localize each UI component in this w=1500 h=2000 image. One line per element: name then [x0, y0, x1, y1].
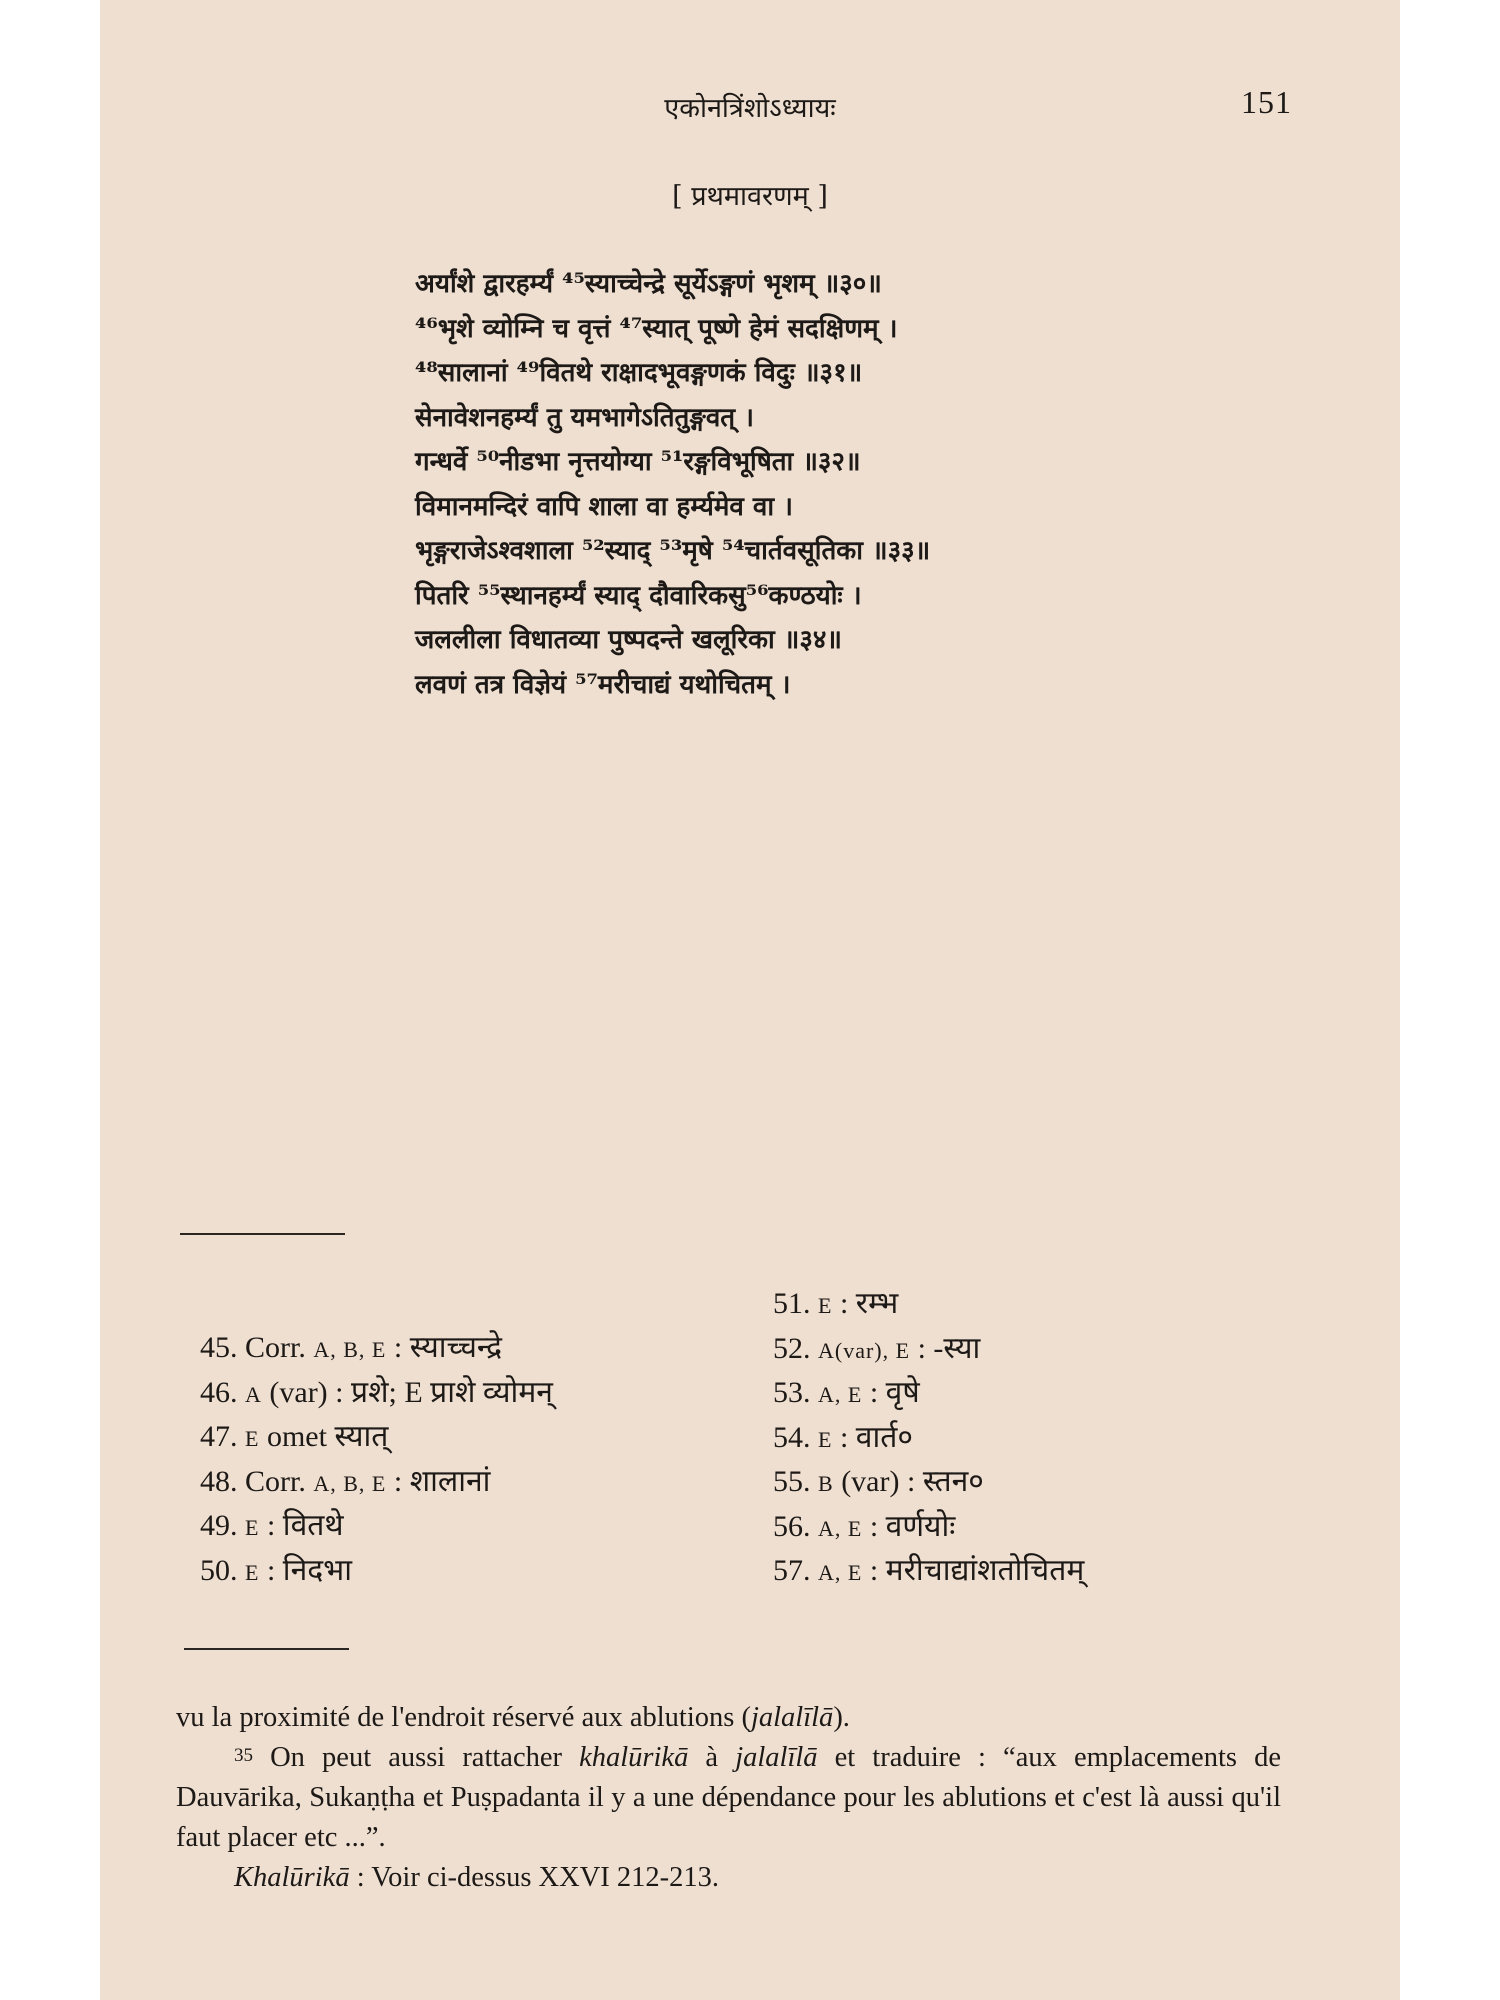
verse-line: पितरि ⁵⁵स्थानहर्म्यं स्याद् दौवारिकसु⁵⁶कण्ठयोः । — [415, 580, 862, 611]
variant-readings-left — [200, 1326, 553, 1593]
verse-line: जललीला विधातव्या पुष्पदन्ते खलूरिका ॥३४॥ — [415, 625, 842, 655]
running-title: एकोनत्रिंशोऽध्यायः — [664, 93, 836, 124]
verse-line: ⁴⁶भृशे व्योम्नि च वृत्तं ⁴⁷स्यात् पूष्णे हेमं सदक्षिणम् । — [415, 313, 898, 344]
note-continuation: vu la proximité de l'endroit réservé aux ablutions (jalalīlā). — [176, 1702, 850, 1733]
variant-reading: 56. A, E : वर्णयोः — [773, 1509, 956, 1543]
note-35: $^{35}$ On peut aussi rattacher khalūrikā à jalalīlā et traduire : “aux emplacements de Dauvārika, Sukaṇṭha et Puṣpadanta il y a une dépendance pour les ablutions et c'est là aussi qu'il faut placer etc ...”. — [176, 1742, 1281, 1853]
variant-reading: 50. E : निदभा — [200, 1553, 353, 1587]
section-heading: [ प्रथमावरणम् ] — [672, 181, 828, 212]
verse-line: भृङ्गराजेऽश्वशाला ⁵²स्याद् ⁵³मृषे ⁵⁴चार्तवसूतिका ॥३३॥ — [415, 536, 931, 566]
variant-reading: 45. Corr. A, B, E : स्याच्चन्द्रे — [200, 1331, 503, 1364]
translation-notes — [176, 1698, 1281, 1898]
page — [100, 0, 1400, 2000]
variant-reading: 52. A(var), E : -स्या — [773, 1331, 981, 1365]
note-see-also: Khalūrikā : Voir ci-dessus XXVI 212-213. — [234, 1862, 720, 1893]
verse-line: विमानमन्दिरं वापि शाला वा हर्म्यमेव वा । — [415, 491, 794, 522]
variant-reading: 47. E omet स्यात् — [200, 1420, 389, 1453]
verse-line: ⁴⁸सालानां ⁴⁹वितथे राक्षादभूवङ्गणकं विदुः ॥३१॥ — [415, 358, 863, 388]
variant-reading: 49. E : वितथे — [200, 1509, 344, 1542]
variant-reading: 55. B (var) : स्तन० — [773, 1465, 984, 1498]
variant-reading: 51. E : रम्भ — [773, 1287, 899, 1320]
variant-reading: 48. Corr. A, B, E : शालानां — [200, 1464, 491, 1498]
footnote-rule-top — [180, 1233, 345, 1235]
footnote-rule-bottom — [184, 1648, 349, 1650]
variant-readings-right — [773, 1282, 1084, 1594]
verse-line: अर्यांशे द्वारहर्म्यं ⁴⁵स्याच्चेन्द्रे सूर्येऽङ्गणं भृशम् ॥३०॥ — [415, 269, 882, 299]
variant-reading: 53. A, E : वृषे — [773, 1376, 920, 1409]
note-ref-35: 35 — [234, 1745, 253, 1766]
verse-line: सेनावेशनहर्म्यं तु यमभागेऽतितुङ्गवत् । — [415, 402, 754, 433]
verse-line: लवणं तत्र विज्ञेयं ⁵⁷मरीचाद्यं यथोचितम् । — [415, 669, 791, 700]
variant-reading: 54. E : वार्त० — [773, 1420, 913, 1454]
verse-block — [415, 262, 930, 707]
variant-reading: 57. A, E : मरीचाद्यांशतोचितम् — [773, 1554, 1085, 1587]
variant-reading: 46. A (var) : प्रशे; E प्राशे व्योमन् — [200, 1375, 553, 1409]
verse-line: गन्धर्वे ⁵⁰नीडभा नृत्तयोग्या ⁵¹रङ्गविभूषिता ॥३२॥ — [415, 447, 861, 477]
page-number: 151 — [1241, 84, 1292, 120]
